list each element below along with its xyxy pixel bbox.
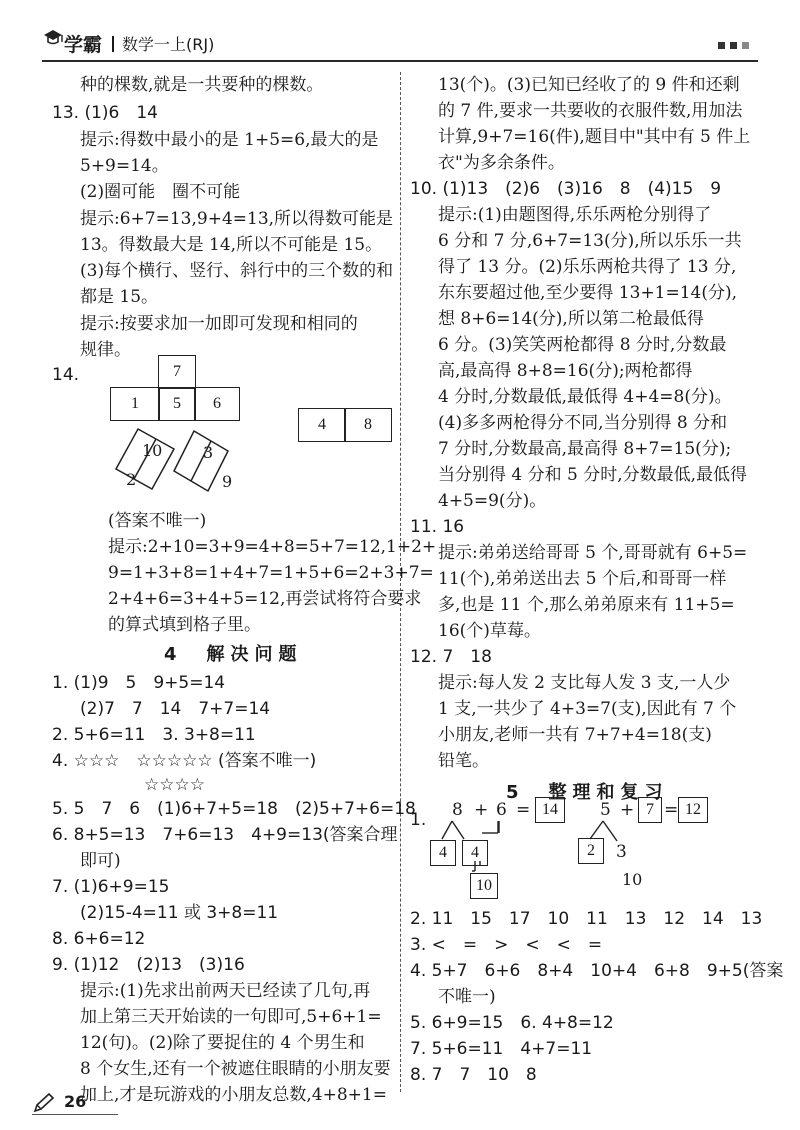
- text-line: 即可): [80, 851, 121, 871]
- page-number: 26: [64, 1092, 87, 1111]
- answer-line: ☆☆☆☆: [144, 775, 205, 795]
- text-line: 衣"为多余条件。: [438, 153, 565, 173]
- diagram-symbol: +: [474, 800, 489, 820]
- page-footer: [32, 1090, 122, 1116]
- grid-cell: 1: [110, 387, 160, 421]
- text-line: 想 8+6=14(分),所以第二枪最低得: [438, 309, 704, 329]
- answer-line: 10. (1)13 (2)6 (3)16 8 (4)15 9: [410, 179, 722, 199]
- brand-logo: 学霸: [64, 34, 103, 56]
- hint-line: 提示:每人发 2 支比每人发 3 支,一人少: [438, 673, 731, 693]
- grid-cell: 6: [194, 387, 240, 421]
- diagram-box: 12: [678, 797, 708, 823]
- header-separator: [112, 36, 114, 52]
- text-line: 12(句)。(2)除了要捉住的 4 个男生和: [80, 1033, 365, 1053]
- diagram-number: 3: [616, 842, 627, 862]
- answer-line: 8. 7 7 10 8: [410, 1065, 537, 1085]
- text-line: 计算,9+7=16(件),题目中"其中有 5 件上: [438, 127, 751, 147]
- hint-line: 提示:得数中最小的是 1+5=6,最大的是: [80, 130, 379, 150]
- answer-line: (3)每个横行、竖行、斜行中的三个数的和: [80, 261, 394, 281]
- diagram-box: 4: [462, 840, 488, 866]
- answer-line: 11. 16: [410, 517, 465, 537]
- header-square-icon: [718, 42, 725, 49]
- text-line: 都是 15。: [80, 287, 159, 307]
- text-line: 11(个),弟弟送出去 5 个后,和哥哥一样: [438, 569, 727, 589]
- answer-line: 2. 5+6=11 3. 3+8=11: [52, 725, 256, 745]
- hint-line: 提示:6+7=13,9+4=13,所以得数可能是: [80, 209, 394, 229]
- answer-line: 3. < = > < < =: [410, 935, 603, 955]
- text-line: (4)多多两枪得分不同,当分别得 8 分和: [438, 413, 728, 433]
- text-line: 当分别得 4 分和 5 分时,分数最低,最低得: [438, 465, 748, 485]
- text-line: 2+4+6=3+4+5=12,再尝试将符合要求: [108, 589, 422, 609]
- text-line: 得了 13 分。(2)乐乐两枪共得了 13 分,: [438, 257, 737, 277]
- text-line: 7 分时,分数最高,最高得 8+7=15(分);: [438, 439, 732, 459]
- text-line: 1 支,一共少了 4+3=7(支),因此有 7 个: [438, 699, 737, 719]
- text-line: 的算式填到格子里。: [108, 615, 261, 635]
- answer-line: 7. 5+6=11 4+7=11: [410, 1039, 593, 1059]
- text-line: 小朋友,老师一共有 7+7+4=18(支): [438, 725, 712, 745]
- text-line: 东东要超过他,至少要得 13+1=14(分),: [438, 283, 738, 303]
- answer-line: 5. 6+9=15 6. 4+8=12: [410, 1013, 614, 1033]
- page-header: [42, 24, 758, 64]
- diagram-number: 8: [452, 800, 463, 820]
- answer-line: (2)圈可能 圈不可能: [80, 182, 241, 202]
- text-line: 加上,才是玩游戏的小朋友总数,4+8+1=: [80, 1085, 387, 1105]
- text-line: 4 分时,分数最低,最低得 4+4=8(分)。: [438, 387, 732, 407]
- text-line: 16(个)草莓。: [438, 621, 541, 641]
- text-line: 13(个)。(3)已知已经收了的 9 件和还剩: [438, 75, 740, 95]
- diagram-symbol: =: [664, 800, 679, 820]
- text-line: 规律。: [80, 340, 131, 360]
- question-number: 14.: [52, 365, 80, 385]
- header-square-icon: [730, 42, 737, 49]
- text-line: 高,最高得 8+8=16(分);两枪都得: [438, 361, 693, 381]
- diagram-box: 4: [430, 840, 456, 866]
- text-line: 多,也是 11 个,那么弟弟原来有 11+5=: [438, 595, 735, 615]
- answer-line: (2)7 7 14 7+7=14: [80, 699, 271, 719]
- grid-cell: 10: [142, 441, 163, 460]
- text-line: 9=1+3+8=1+4+7=1+5+6=2+3+7=: [108, 563, 434, 583]
- pencil-icon: [32, 1092, 56, 1114]
- text-line: 铅笔。: [438, 751, 489, 771]
- text-line: 6 分和 7 分,6+7=13(分),所以乐乐一共: [438, 231, 742, 251]
- answer-line: 13. (1)6 14: [52, 103, 158, 123]
- grid-cell: 4: [298, 408, 346, 442]
- hint-line: 提示:(1)先求出前两天已经读了几句,再: [80, 981, 371, 1001]
- answer-line: 4. ☆☆☆ ☆☆☆☆☆ (答案不唯一): [52, 751, 317, 771]
- answer-line: 7. (1)6+9=15: [52, 877, 170, 897]
- grid-cell: 7: [158, 355, 196, 389]
- text-line: 加上第三天开始读的一句即可,5+6+1=: [80, 1007, 382, 1027]
- diagram-box: 10: [470, 873, 498, 899]
- footer-rule: [32, 1114, 118, 1115]
- diagram-number: 5: [600, 800, 611, 820]
- note-line: (答案不唯一): [108, 511, 207, 531]
- header-rule: [42, 60, 758, 62]
- answer-line: 8. 6+6=12: [52, 929, 146, 949]
- text-line: 13。得数最大是 14,所以不可能是 15。: [80, 235, 383, 255]
- answer-line: 2. 11 15 17 10 11 13 12 14 13: [410, 909, 763, 929]
- text-line: 6 分。(3)笑笑两枪都得 8 分时,分数最: [438, 335, 727, 355]
- answer-line: 9. (1)12 (2)13 (3)16: [52, 955, 245, 975]
- diagram-box: 7: [638, 797, 662, 823]
- text-line: 5+9=14。: [80, 156, 169, 176]
- hint-line: 提示:(1)由题图得,乐乐两枪分别得了: [438, 205, 712, 225]
- text-line: 不唯一): [438, 987, 496, 1007]
- section-title: 5 整理和复习: [506, 782, 669, 803]
- answer-line: 12. 7 18: [410, 647, 492, 667]
- hint-line: 提示:2+10=3+9=4+8=5+7=12,1+2+: [108, 537, 437, 557]
- text-line: 种的棵数,就是一共要种的棵数。: [80, 75, 324, 95]
- section-title: 4 解决问题: [164, 644, 303, 665]
- hint-line: 提示:按要求加一加即可发现和相同的: [80, 314, 358, 334]
- diagram-symbol: =: [516, 800, 531, 820]
- answer-line: 1. (1)9 5 9+5=14: [52, 673, 226, 693]
- text-line: 8 个女生,还有一个被遮住眼睛的小朋友要: [80, 1059, 391, 1079]
- diagram-box: 2: [578, 838, 604, 864]
- text-line: 的 7 件,要求一共要收的衣服件数,用加法: [438, 101, 743, 121]
- answer-line: 4. 5+7 6+6 8+4 10+4 6+8 9+5(答案: [410, 961, 784, 981]
- grid-cell: 2: [126, 470, 137, 489]
- question-number: 1.: [410, 810, 427, 830]
- hint-line: 提示:弟弟送给哥哥 5 个,哥哥就有 6+5=: [438, 543, 748, 563]
- diagram-box: 14: [535, 797, 565, 823]
- answer-line: 6. 8+5=13 7+6=13 4+9=13(答案合理: [52, 825, 398, 845]
- grid-cell: 9: [222, 472, 233, 491]
- header-square-icon: [742, 42, 749, 49]
- answer-line: 5. 5 7 6 (1)6+7+5=18 (2)5+7+6=18: [52, 799, 416, 819]
- diagram-number: 10: [622, 870, 643, 889]
- diagram-symbol: +: [620, 800, 635, 820]
- diagram-number: 6: [496, 800, 507, 820]
- graduation-cap-icon: [42, 28, 64, 48]
- answer-line: (2)15-4=11 或 3+8=11: [80, 903, 279, 923]
- grid-cell: 3: [203, 443, 214, 462]
- text-line: 4+5=9(分)。: [438, 491, 547, 511]
- grid-cell: 5: [158, 387, 196, 421]
- grid-cell: 8: [344, 408, 392, 442]
- book-title: 数学一上(RJ): [122, 35, 215, 54]
